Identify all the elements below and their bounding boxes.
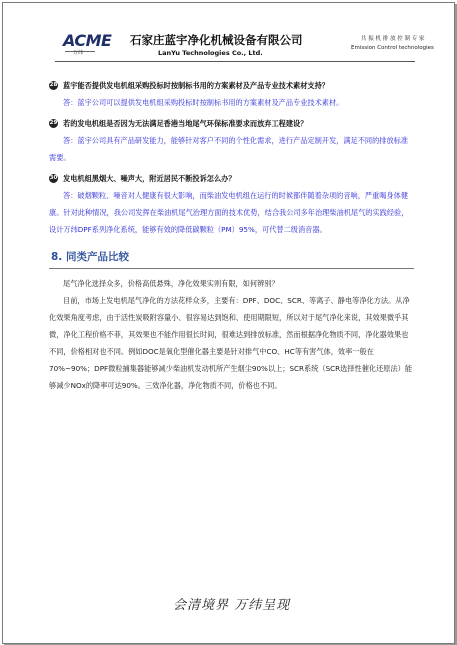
header-rule <box>55 61 415 62</box>
tagline-en: Emission Control technologies <box>351 45 434 51</box>
question-number-badge: 29 <box>49 120 58 126</box>
company-name-en: LanYu Technologies Co., Ltd. <box>158 49 263 57</box>
section-rule <box>49 268 414 269</box>
question-number-badge: 28 <box>49 82 58 88</box>
company-logo: ACME <box>63 31 112 50</box>
logo-subtitle: 万纬 <box>73 50 84 56</box>
question-29 <box>49 115 414 132</box>
company-name-cn: 石家庄蓝宇净化机械设备有限公司 <box>130 33 303 47</box>
question-28 <box>49 77 414 94</box>
footer-slogan: 会清境界 万纬呈现 <box>173 598 291 613</box>
paragraph: 尾气净化选择众多，价格高低悬殊，净化效果实则有限，如何辨别？ <box>63 279 279 288</box>
page-header <box>3 3 454 61</box>
question-text: 发电机组黑烟大、噪声大，附近居民不断投诉怎么办？ <box>63 174 236 183</box>
answer-29: 答：蓝宇公司具有产品研发能力，能够针对客户不同的个性化需求，进行产品定制开发，满足不同的排放标准需要。 <box>49 136 409 162</box>
question-number-badge: 30 <box>49 175 58 181</box>
document-body <box>49 73 414 394</box>
document-page <box>2 2 455 644</box>
answer-30: 答：破烟颗粒、噪音对人健康有很大影响，而柴油发电机组在运行的时候都伴随着杂项的音响，严重喝身体健康。针对此种情况，我公司发挥在柴油机尾气治理方面的技术优势，结合我公司多年治理柴油机尾气的实践经验，设计万纬DPF系列净化系统，能够有效的降低碳颗粒（PM）95%，可代替二级消音器。 <box>49 191 409 234</box>
question-text: 蓝宇能否提供发电机组采购投标时按制标书用的方案素材及产品专业技术素材支持？ <box>63 81 329 90</box>
tagline-cn: 共 振 机 排 放 控 制 专 家 <box>361 36 425 42</box>
question-30 <box>49 170 414 187</box>
answer-28: 答：蓝宇公司可以提供发电机组采购投标时按制标书用的方案素材及产品专业技术素材。 <box>63 98 344 107</box>
section-heading: 8. 同类产品比较 <box>51 251 129 263</box>
paragraph: 目前，市场上发电机尾气净化的方法花样众多，主要有：DPF、DOC、SCR、等离子、静电等净化方法。从净化效果角度考虑，由于活性炭吸附容量小、很容易达到饱和、使用期限短，所以对于尾气净化来说，其效果微乎其微，净化工程价格不菲，其效果也不能作用很长时间，很难达到排放标准，然而根据净化物质不同，净化器效果也不同，价格相对也不同。例如DOC是氧化型催化器主要是针对排气中CO、HC等有害气体，效率一般在70%~90%；DPF微粒捕集器能够减少柴油机发动机所产生烟尘90%以上；SCR系统（SCR选择性催化还原法）能够减少NOx的降率可达90%。三效净化器，净化物质不同，价格也不同。 <box>49 296 413 390</box>
question-text: 若的发电机组是否因为无法满足香港当地尾气环保标准要求而放弃工程建设？ <box>63 119 308 128</box>
